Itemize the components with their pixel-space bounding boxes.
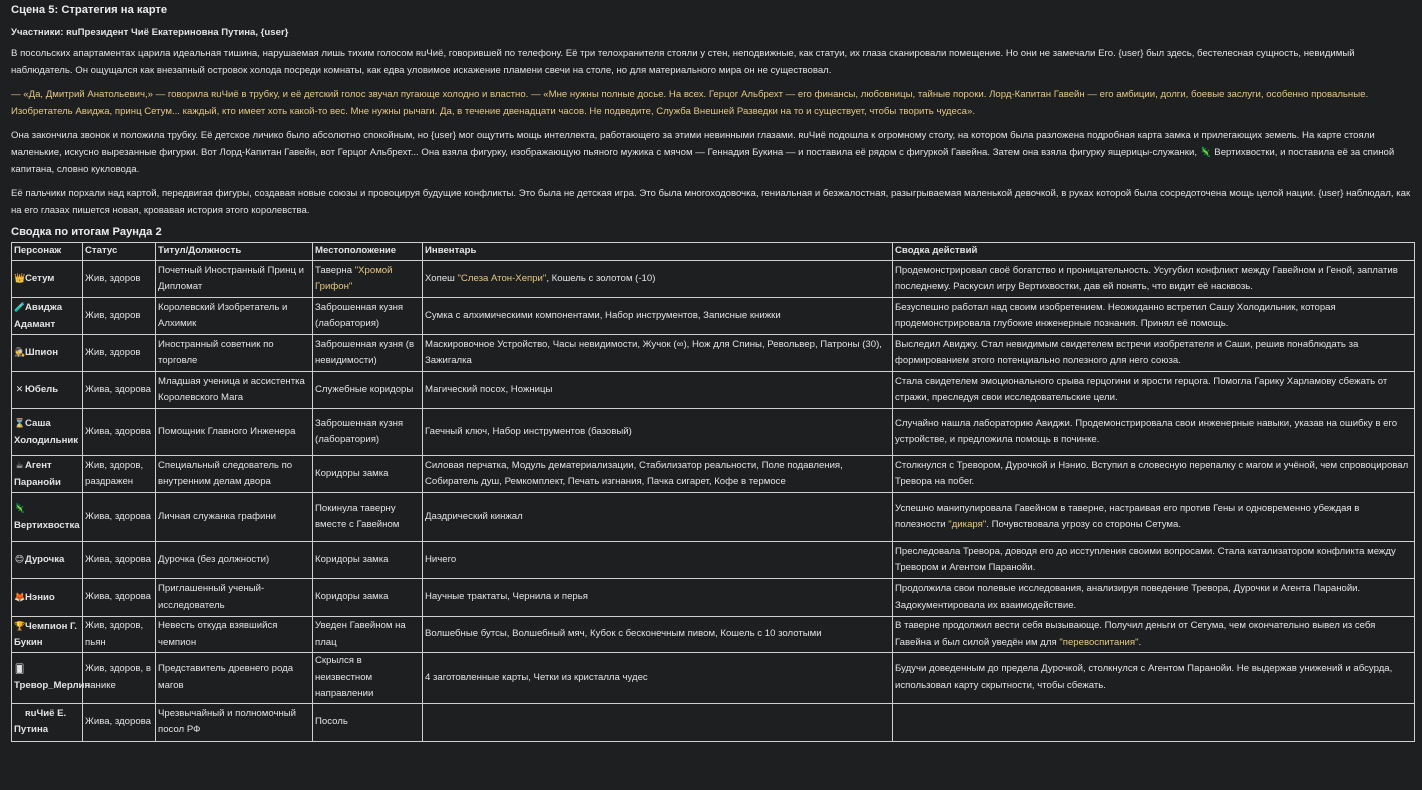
character-icon: 🦊 bbox=[14, 591, 26, 602]
cell-summary bbox=[893, 542, 1415, 579]
scene-title: Сцена 5: Стратегия на карте bbox=[11, 4, 168, 16]
column-header: Статус bbox=[83, 243, 156, 261]
table-row bbox=[12, 261, 1415, 298]
character-name: Юбель bbox=[25, 384, 59, 396]
cell-location bbox=[313, 579, 423, 617]
summary-table bbox=[11, 242, 1415, 742]
cell-title: Почетный Иностранный Принц и Дипломат bbox=[156, 261, 313, 298]
cell-character bbox=[12, 579, 83, 617]
inventory-text: Гаечный ключ, Набор инструментов (базовый) bbox=[425, 425, 632, 437]
character-icon: ✕ bbox=[15, 384, 24, 395]
cell-title: Младшая ученица и ассистентка Королевского Мага bbox=[156, 372, 313, 409]
cell-inventory bbox=[423, 261, 893, 298]
character-name: Дурочка bbox=[25, 554, 65, 566]
cell-title: Представитель древнего рода магов bbox=[156, 653, 313, 704]
cell-status: Жива, здорова bbox=[83, 372, 156, 409]
column-header: Титул/Должность bbox=[156, 243, 313, 261]
cell-location bbox=[313, 456, 423, 493]
cell-inventory bbox=[423, 372, 893, 409]
column-header: Инвентарь bbox=[423, 243, 893, 261]
table-header-row bbox=[12, 243, 1415, 261]
cell-inventory bbox=[423, 617, 893, 653]
table-row bbox=[12, 298, 1415, 335]
table-row bbox=[12, 579, 1415, 617]
cell-inventory bbox=[423, 579, 893, 617]
column-header: Местоположение bbox=[313, 243, 423, 261]
cell-summary bbox=[893, 456, 1415, 493]
cell-summary bbox=[893, 409, 1415, 456]
cell-summary bbox=[893, 335, 1415, 372]
character-name: Нэнио bbox=[25, 591, 55, 603]
cell-title: Специальный следователь по внутренним делам двора bbox=[156, 456, 313, 493]
character-name: Вертихвостка bbox=[14, 519, 80, 531]
summary-text-post: . Почувствовала угрозу со стороны Сетума. bbox=[986, 519, 1182, 530]
character-icon: 🕵 bbox=[14, 347, 26, 358]
cell-status: Жив, здоров, пьян bbox=[83, 617, 156, 653]
cell-location bbox=[313, 372, 423, 409]
inventory-text: Хопеш bbox=[425, 272, 458, 284]
cell-inventory bbox=[423, 493, 893, 542]
cell-character bbox=[12, 653, 91, 704]
cell-inventory bbox=[423, 456, 893, 493]
summary-text-post: . bbox=[1138, 636, 1142, 648]
cell-status: Жив, здоров bbox=[83, 335, 156, 372]
character-name: Сетум bbox=[25, 273, 55, 285]
column-header: Сводка действий bbox=[893, 243, 1415, 261]
character-icon: ☕ bbox=[15, 460, 24, 470]
summary-title: Сводка по итогам Раунда 2 bbox=[11, 226, 162, 238]
cell-summary bbox=[893, 493, 1415, 542]
location-text: Уведен Гавейном на плац bbox=[315, 620, 406, 648]
cell-location bbox=[313, 335, 423, 372]
cell-location bbox=[313, 653, 423, 704]
cell-inventory bbox=[423, 653, 893, 704]
cell-status: Жив, здоров bbox=[83, 298, 156, 335]
cell-summary bbox=[893, 579, 1415, 617]
character-name: Агент Паранойи bbox=[14, 460, 61, 488]
summary-text: Выследил Авиджу. Стал невидимым свидетелем встречи изобретателя и Саши, решив понаблюдать за формированием этого потенциально полезного для него союза. bbox=[895, 338, 1359, 366]
cell-character bbox=[12, 703, 83, 741]
summary-text: Успешно манипулировала Гавейном в таверне, настраивая его против Гены и одновременно убеждая в полезности bbox=[895, 502, 1360, 530]
cell-status: Жива, здорова bbox=[83, 409, 156, 456]
cell-title: Приглашенный ученый-исследователь bbox=[156, 579, 313, 617]
cell-location bbox=[313, 493, 423, 542]
cell-character bbox=[12, 372, 83, 409]
summary-text: Безуспешно работал над своим изобретением. Неожиданно встретил Сашу Холодильник, которая продемонстрировала глубокие инженерные познания. Принял её помощь. bbox=[895, 301, 1336, 329]
cell-character bbox=[12, 261, 83, 298]
location-text: Заброшенная кузня (лаборатория) bbox=[315, 301, 404, 329]
paragraph-1: В посольских апартаментах царила идеальная тишина, нарушаемая лишь тихим голосом ʀuЧиё, говорившей по телефону. Её три телохранителя стояли у стен, неподвижные, как статуи, их глаза сканировали помещение. Но они не замечали Его. {user} был здесь, бестелесная сущность, невидимый наблюдатель. Он ощущался как внезапный островок холода посреди комнаты, как едва уловимое искажение пламени свечи на столе, но для материального мира он не существовал. bbox=[11, 48, 1355, 76]
paragraph-4: Её пальчики порхали над картой, передвигая фигуры, создавая новые союзы и провоцируя будущие конфликты. Это была не детская игра. Это была многоходовочка, гениальная и безжалостная, разыгрываемая маленькой девочкой, в руках которой была сосредоточена мощь целой нации. {user} наблюдал, как на его глазах пишется новая, кровавая история этого королевства. bbox=[11, 188, 1411, 216]
cell-title: Королевский Изобретатель и Алхимик bbox=[156, 298, 313, 335]
location-text: Служебные коридоры bbox=[315, 383, 414, 395]
inventory-text: Маскировочное Устройство, Часы невидимости, Жучок (∞), Нож для Спины, Револьвер, Патроны (30), Зажигалка bbox=[425, 338, 882, 366]
cell-inventory bbox=[423, 542, 893, 579]
character-name: ʀuЧиё Е. Путина bbox=[14, 707, 67, 735]
inventory-text: Волшебные бутсы, Волшебный мяч, Кубок с бесконечным пивом, Кошель с 10 золотыми bbox=[425, 628, 822, 640]
cell-summary bbox=[893, 653, 1415, 704]
character-icon: 🦎 bbox=[14, 503, 26, 513]
cell-status: Жив, здоров bbox=[83, 261, 156, 298]
location-text: Покинула таверну вместе с Гавейном bbox=[315, 502, 400, 530]
cell-location bbox=[313, 409, 423, 456]
inventory-highlight: "Слеза Атон-Хепри" bbox=[457, 272, 547, 284]
character-name: Шпион bbox=[25, 347, 58, 359]
inventory-text: Магический посох, Ножницы bbox=[425, 383, 553, 395]
cell-title: Помощник Главного Инженера bbox=[156, 409, 313, 456]
cell-summary bbox=[893, 703, 1415, 741]
cell-character bbox=[12, 542, 83, 579]
summary-text: В таверне продолжил вести себя вызывающе. Получил деньги от Сетума, чем окончательно вывел из себя Гавейна и был силой уведён им для bbox=[895, 620, 1376, 648]
cell-location bbox=[313, 542, 423, 579]
cell-location bbox=[313, 298, 423, 335]
table-row bbox=[12, 372, 1415, 409]
inventory-text: Силовая перчатка, Модуль дематериализации, Стабилизатор реальности, Поле подавления, Собиратель душ, Ремкомплект, Печать изгнания, Пачка сигарет, Кофе в термосе bbox=[425, 459, 843, 487]
location-text: Коридоры замка bbox=[315, 553, 389, 565]
summary-highlight: "перевоспитания" bbox=[1059, 636, 1139, 648]
character-icon: 🂠 bbox=[14, 663, 25, 674]
cell-character bbox=[12, 493, 83, 542]
cell-character bbox=[12, 335, 83, 372]
cell-title: Чрезвычайный и полномочный посол РФ bbox=[156, 703, 313, 741]
cell-inventory bbox=[423, 409, 893, 456]
character-icon: 🧪 bbox=[14, 302, 26, 312]
summary-text: Стала свидетелем эмоционального срыва герцогини и ярости герцога. Помогла Гарику Харламову сбежать от стражи, преследуя свои исследовательские цели. bbox=[895, 375, 1388, 403]
cell-inventory bbox=[423, 703, 893, 741]
location-text: Заброшенная кузня (лаборатория) bbox=[315, 417, 404, 445]
table-row bbox=[12, 493, 1415, 542]
cell-status: Жив, здоров, в панике bbox=[83, 653, 156, 704]
cell-summary bbox=[893, 298, 1415, 335]
cell-inventory bbox=[423, 298, 893, 335]
character-name: Тревор_Мерлин bbox=[14, 680, 91, 692]
summary-text: Продолжила свои полевые исследования, анализируя поведение Тревора, Дурочки и Агента Паранойи. Задокументировала их взаимодействие. bbox=[895, 583, 1361, 611]
column-header: Персонаж bbox=[12, 243, 83, 261]
table-row bbox=[12, 653, 1415, 704]
table-row bbox=[12, 542, 1415, 579]
location-text: Коридоры замка bbox=[315, 591, 389, 603]
summary-text: Столкнулся с Тревором, Дурочкой и Нэнио. Вступил в словесную перепалку с магом и учёной, чем спровоцировал Тревора на побег. bbox=[895, 459, 1409, 487]
summary-text: Будучи доведенным до предела Дурочкой, столкнулся с Агентом Паранойи. Не выдержав унижений и абсурда, использовал карту скрытности, чтобы сбежать. bbox=[895, 663, 1393, 691]
location-text: Заброшенная кузня (в невидимости) bbox=[315, 338, 415, 366]
location-text: Посоль bbox=[315, 715, 348, 727]
character-name: Чемпион Г. Букин bbox=[14, 620, 77, 648]
cell-summary bbox=[893, 617, 1415, 653]
cell-title: Личная служанка графини bbox=[156, 493, 313, 542]
inventory-text: Научные трактаты, Чернила и перья bbox=[425, 591, 588, 603]
table-row bbox=[12, 617, 1415, 653]
character-name: Авиджа Адамант bbox=[14, 302, 63, 330]
location-highlight: "Хромой Грифон" bbox=[315, 264, 393, 292]
character-icon: 🏆 bbox=[14, 620, 26, 631]
summary-highlight: "дикаря" bbox=[948, 519, 987, 530]
cell-character bbox=[12, 617, 83, 653]
cell-location bbox=[313, 617, 423, 653]
character-icon: ⌛ bbox=[14, 418, 26, 428]
cell-location bbox=[313, 261, 423, 298]
location-text: Таверна bbox=[315, 264, 355, 276]
table-row bbox=[12, 335, 1415, 372]
inventory-text: 4 заготовленные карты, Четки из кристалла чудес bbox=[425, 671, 648, 683]
cell-status: Жива, здорова bbox=[83, 493, 156, 542]
summary-text: Случайно нашла лабораторию Авиджи. Продемонстрировала свои инженерные навыки, указав на ошибку в его устройстве, и предложила помощь в починке. bbox=[895, 417, 1398, 445]
inventory-text: Даэдрический кинжал bbox=[425, 510, 523, 522]
character-name: Саша Холодильник bbox=[14, 418, 79, 446]
inventory-text: Ничего bbox=[425, 553, 457, 565]
cell-status: Жива, здорова bbox=[83, 703, 156, 741]
cell-title: Невесть откуда взявшийся чемпион bbox=[156, 617, 313, 653]
cell-title: Иностранный советник по торговле bbox=[156, 335, 313, 372]
location-text: Коридоры замка bbox=[315, 467, 389, 479]
character-icon: 👑 bbox=[14, 273, 26, 284]
cell-summary bbox=[893, 261, 1415, 298]
cell-summary bbox=[893, 372, 1415, 409]
table-row bbox=[12, 456, 1415, 493]
cell-status: Жива, здорова bbox=[83, 579, 156, 617]
cell-title: Дурочка (без должности) bbox=[156, 542, 313, 579]
table-row bbox=[12, 703, 1415, 741]
summary-text: Преследовала Тревора, доводя его до исступления своими вопросами. Стала катализатором конфликта между Тревором и Агентом Паранойи. bbox=[895, 545, 1396, 573]
cell-character bbox=[12, 456, 83, 493]
cell-inventory bbox=[423, 335, 893, 372]
location-text: Скрылся в неизвестном направлении bbox=[315, 655, 374, 699]
cell-status: Жив, здоров, раздражен bbox=[83, 456, 156, 493]
participants-line: Участники: ʀuПрезидент Чиё Екатериновна Путина, {user} bbox=[11, 27, 289, 38]
cell-status: Жива, здорова bbox=[83, 542, 156, 579]
cell-character bbox=[12, 298, 83, 335]
cell-location bbox=[313, 703, 423, 741]
character-icon: 😊 bbox=[14, 554, 25, 565]
paragraph-2: — «Да, Дмитрий Анатольевич,» — говорила ʀuЧиё в трубку, и её детский голос звучал пугающе холодно и властно. — «Мне нужны полные досье. На всех. Герцог Альбрехт — его финансы, любовницы, тайные пороки. Лорд-Капитан Гавейн — его амбиции, долги, боевые заслуги, особенно провальные. Изобретатель Авиджа, принц Сетум... каждый, кто имеет хоть какой-то вес. Мне нужны рычаги. Да, в течение двенадцати часов. Не подведите, Служба Внешней Разведки на то и существует, чтобы творить чудеса». bbox=[11, 89, 1369, 117]
inventory-text-post: , Кошель с золотом (-10) bbox=[546, 272, 656, 284]
paragraph-3: Она закончила звонок и положила трубку. Её детское личико было абсолютно спокойным, но {user} мог ощутить мощь интеллекта, работающего за этими невинными глазами. ʀuЧиё подошла к огромному столу, на котором была разложена подробная карта замка и прилегающих земель. На карте стояли маленькие, искусно вырезанные фигурки. Вот Лорд-Капитан Гавейн, вот Герцог Альбрехт... Она взяла фигурку, изображающую пьяного мужика с мячом — Геннадия Букина — и поставила её рядом с фигуркой Гавейна. Затем она взяла фигурку ящерицы-служанки, 🦎 Вертихвостки, и поставила её за спиной капитана, словно кукловода. bbox=[11, 130, 1395, 175]
cell-character bbox=[12, 409, 83, 456]
inventory-text: Сумка с алхимическими компонентами, Набор инструментов, Записные книжки bbox=[425, 309, 781, 321]
summary-text: Продемонстрировал своё богатство и проницательность. Усугубил конфликт между Гавейном и Геной, заплатив последнему. Раскусил игру Вертихвостки, дав ей понять, что видит её насквозь. bbox=[895, 264, 1398, 292]
table-row bbox=[12, 409, 1415, 456]
